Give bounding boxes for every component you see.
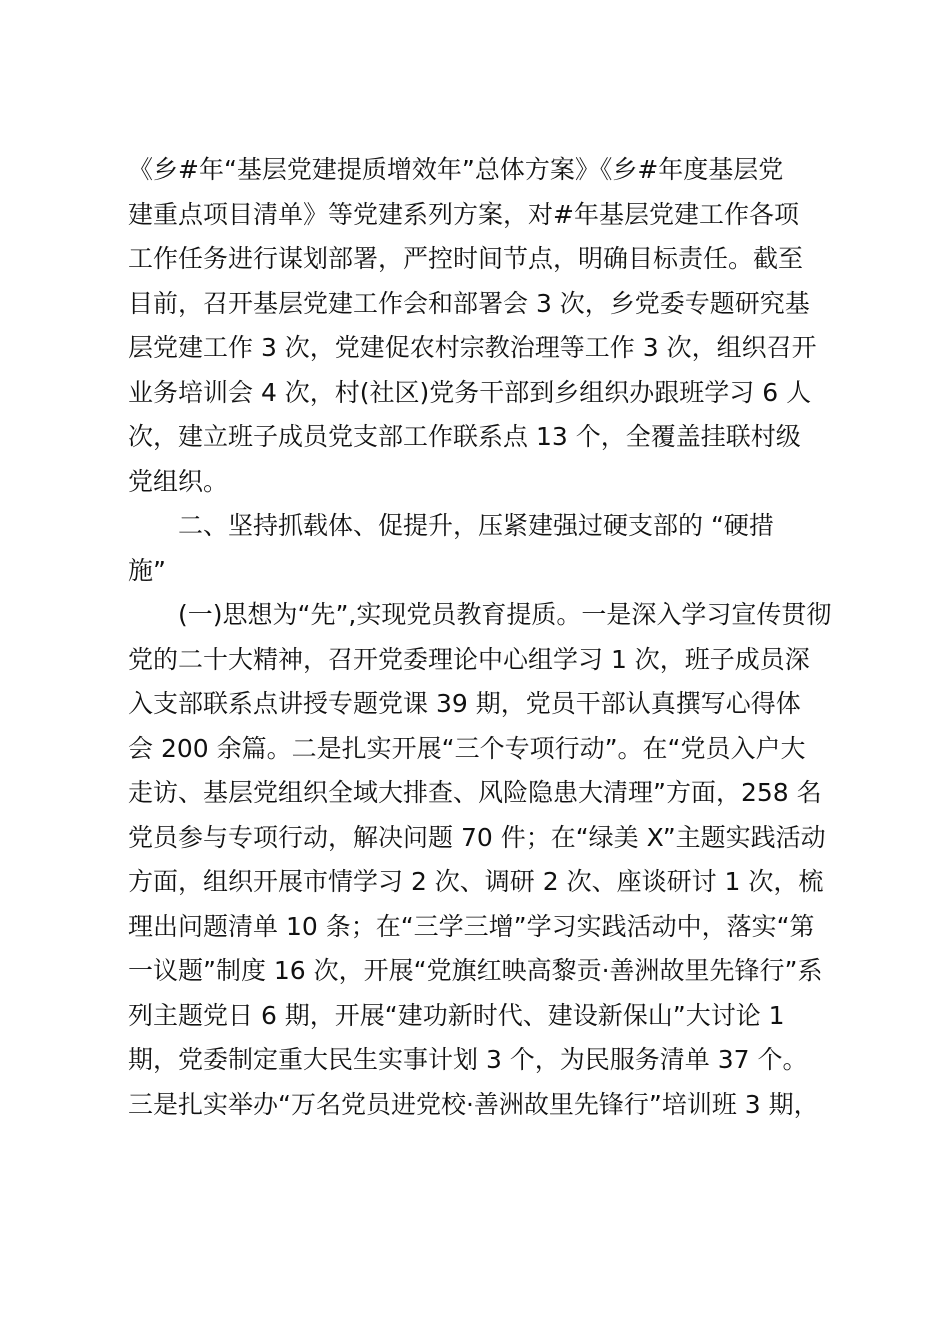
text-line: 层党建工作 3 次，党建促农村宗教治理等工作 3 次，组织召开 (128, 333, 817, 362)
body-text (128, 148, 838, 1127)
text-line: 党的二十大精神，召开党委理论中心组学习 1 次，班子成员深 (128, 644, 810, 674)
text-line: 党员参与专项行动，解决问题 70 件；在“绿美 X”主题实践活动 (128, 822, 826, 852)
text-line: 党组织。 (128, 466, 229, 496)
text-line: 期，党委制定重大民生实事计划 3 个，为民服务清单 37 个。 (128, 1045, 808, 1074)
subsection-paragraph-start: (一)思想为“先”,实现党员教育提质。一是深入学习宣传贯彻 (178, 600, 832, 629)
text-line: 列主题党日 6 期，开展“建功新时代、建设新保山”大讨论 1 (128, 1000, 785, 1030)
text-line: 会 200 余篇。二是扎实开展“三个专项行动”。在“党员入户大 (128, 733, 806, 763)
text-line: 走访、基层党组织全域大排查、风险隐患大清理”方面，258 名 (128, 778, 822, 807)
section-heading: 二、坚持抓载体、促提升，压紧建强过硬支部的 “硬措 (178, 511, 774, 540)
text-line: 目前，召开基层党建工作会和部署会 3 次，乡党委专题研究基 (128, 288, 810, 318)
text-line: 工作任务进行谋划部署，严控时间节点，明确目标责任。截至 (128, 244, 804, 273)
text-line: 一议题”制度 16 次，开展“党旗红映高黎贡·善洲故里先锋行”系 (128, 956, 823, 985)
text-line: 理出问题清单 10 条；在“三学三增”学习实践活动中，落实“第 (128, 911, 815, 941)
text-line: 三是扎实举办“万名党员进党校·善洲故里先锋行”培训班 3 期， (128, 1089, 819, 1119)
text-line: 入支部联系点讲授专题党课 39 期，党员干部认真撰写心得体 (128, 689, 801, 718)
text-line: 次，建立班子成员党支部工作联系点 13 个，全覆盖挂联村级 (128, 422, 801, 451)
section-heading-continued: 施” (128, 555, 166, 585)
text-line: 业务培训会 4 次，村(社区)党务干部到乡组织办跟班学习 6 人 (128, 377, 812, 407)
text-line: 《乡#年“基层党建提质增效年”总体方案》《乡#年度基层党 (128, 155, 784, 184)
text-line: 建重点项目清单》等党建系列方案，对#年基层党建工作各项 (128, 199, 799, 229)
text-line: 方面，组织开展市情学习 2 次、调研 2 次、座谈研讨 1 次，梳 (128, 867, 824, 896)
